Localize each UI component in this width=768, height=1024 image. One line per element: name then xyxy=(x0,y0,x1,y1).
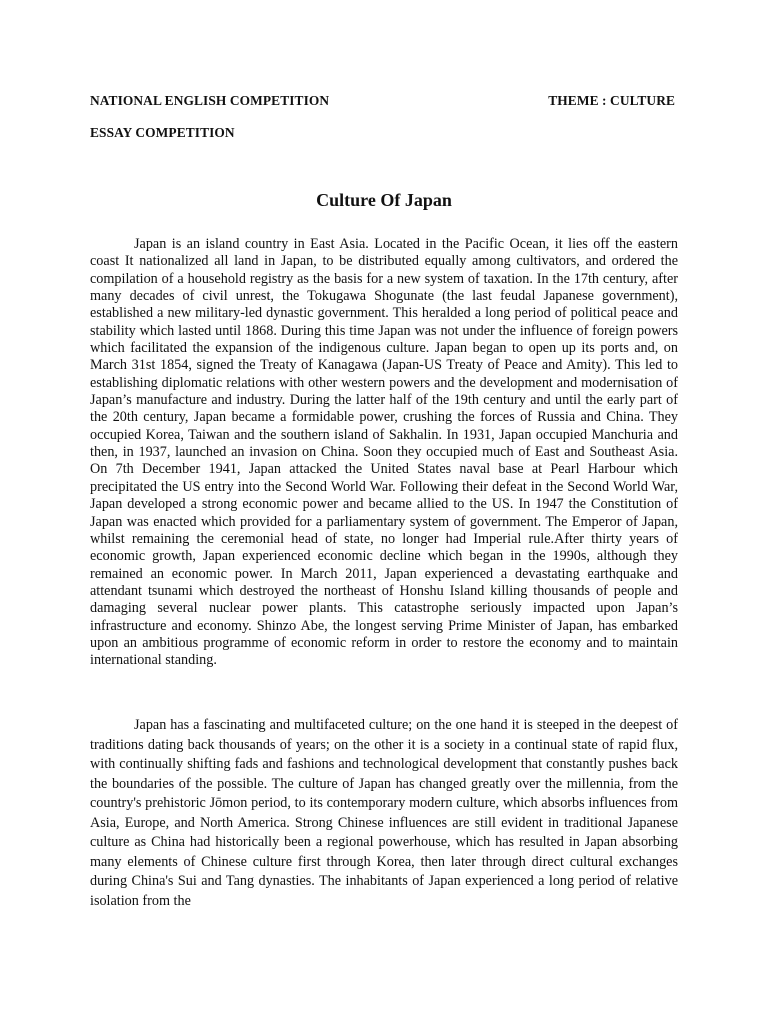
paragraph-1: Japan is an island country in East Asia. Located in the Pacific Ocean, it lies off the eastern coast It nationalized all land in Japan, to be distributed equally among cultivators, and ordered the compilation of a household registry as the basis for a new system of taxation. In the 17th century, after many decades of civil unrest, the Tokugawa Shogunate (the last feudal Japanese government), established a new military-led dynastic government. This heralded a long period of political peace and stability which lasted until 1868. During this time Japan was not under the influence of foreign powers which facilitated the expansion of the indigenous culture. Japan began to open up its ports and, on March 31st 1854, signed the Treaty of Kanagawa (Japan-US Treaty of Peace and Amity). This led to establishing diplomatic relations with other western powers and the development and modernisation of Japan’s manufacture and industry. During the latter half of the 19th century and until the early part of the 20th century, Japan became a formidable power, crushing the forces of Russia and China. They occupied Korea, Taiwan and the southern island of Sakhalin. In 1931, Japan occupied Manchuria and then, in 1937, launched an invasion on China. Soon they occupied much of East and Southeast Asia. On 7th December 1941, Japan attacked the United States naval base at Pearl Harbour which precipitated the US entry into the Second World War. Following their defeat in the Second World War, Japan developed a strong economic power and became allied to the US. In 1947 the Constitution of Japan was enacted which provided for a parliamentary system of government. The Emperor of Japan, whilst remaining the ceremonial head of state, no longer had Imperial rule.After thirty years of economic growth, Japan experienced economic decline which began in the 1990s, although they remained an economic power. In March 2011, Japan experienced a devastating earthquake and attendant tsunami which destroyed the northeast of Honshu Island killing thousands of people and damaging several nuclear power plants. This catastrophe seriously impacted upon Japan’s infrastructure and economy. Shinzo Abe, the longest serving Prime Minister of Japan, has embarked upon an ambitious programme of economic reform in order to restore the economy and to maintain international standing. xyxy=(90,236,678,669)
paragraph-2: Japan has a fascinating and multifaceted culture; on the one hand it is steeped in the deepest of traditions dating back thousands of years; on the other it is a society in a continual state of rapid flux, with continually shifting fads and fashions and technological development that constantly pushes back the boundaries of the possible. The culture of Japan has changed greatly over the millennia, from the country's prehistoric Jōmon period, to its contemporary modern culture, which absorbs influences from Asia, Europe, and North America. Strong Chinese influences are still evident in traditional Japanese culture as China had historically been a regional powerhouse, which has resulted in Japan absorbing many elements of Chinese culture first through Korea, then later through direct cultural exchanges during China's Sui and Tang dynasties. The inhabitants of Japan experienced a long period of relative isolation from the xyxy=(90,717,678,909)
essay-title: Culture Of Japan xyxy=(316,190,452,210)
competition-name: NATIONAL ENGLISH COMPETITION xyxy=(90,93,330,108)
theme-label: THEME : CULTURE xyxy=(548,93,675,108)
competition-type: ESSAY COMPETITION xyxy=(90,125,235,140)
